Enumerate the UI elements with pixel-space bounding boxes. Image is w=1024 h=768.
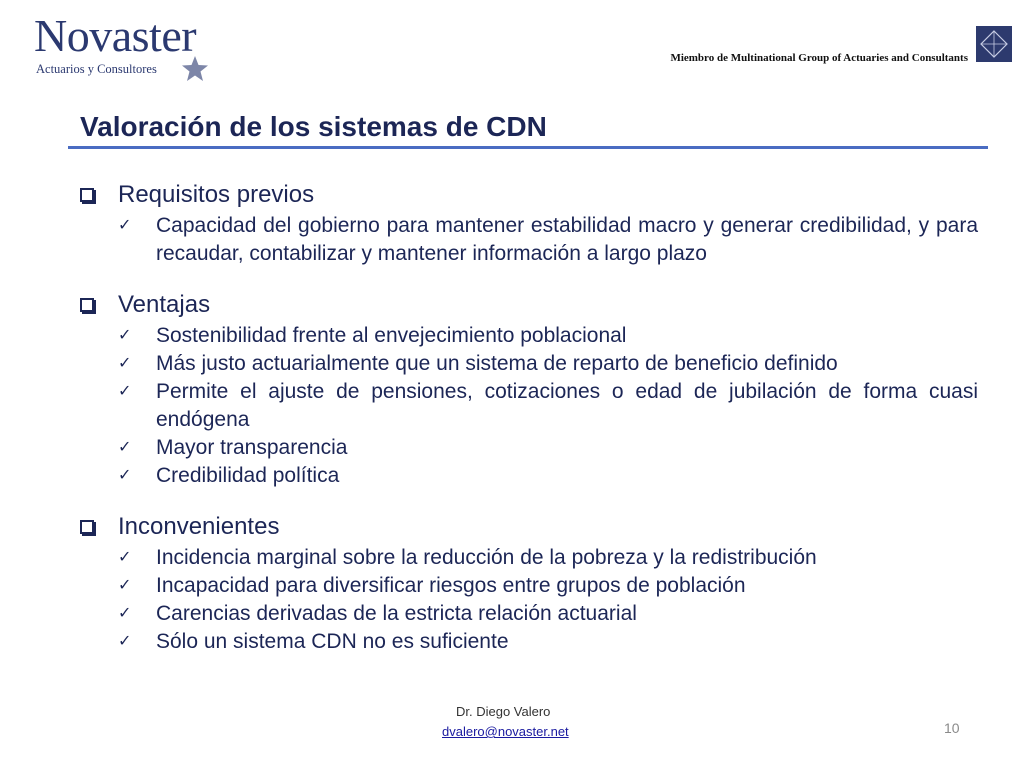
item-list <box>78 544 978 656</box>
section-title: Inconvenientes <box>118 513 280 540</box>
checkmark-icon: ✓ <box>118 355 132 372</box>
logo-wordmark: Novaster <box>34 10 197 61</box>
section-heading <box>78 288 978 322</box>
logo-tagline: Actuarios y Consultores <box>36 62 157 76</box>
checkmark-icon: ✓ <box>118 633 132 650</box>
title-underline <box>68 146 988 149</box>
star-icon <box>180 54 210 84</box>
list-item: ✓ Carencias derivadas de la estricta relación actuarial <box>78 600 978 628</box>
list-item: ✓ Más justo actuarialmente que un sistema de reparto de beneficio definido <box>78 350 978 378</box>
list-item: ✓ Mayor transparencia <box>78 434 978 462</box>
list-item: ✓ Incidencia marginal sobre la reducción de la pobreza y la redistribución <box>78 544 978 572</box>
checkmark-icon: ✓ <box>118 383 132 400</box>
mgac-badge-icon <box>976 26 1012 62</box>
section-heading <box>78 178 978 212</box>
list-item: ✓ Sostenibilidad frente al envejecimiento poblacional <box>78 322 978 350</box>
slide-title: Valoración de los sistemas de CDN <box>80 111 547 142</box>
section-ventajas <box>78 288 978 490</box>
checkmark-icon: ✓ <box>118 605 132 622</box>
footer-email-link[interactable]: dvalero@novaster.net <box>442 724 569 739</box>
list-item: ✓ Capacidad del gobierno para mantener estabilidad macro y generar credibilidad, y para recaudar, contabilizar y mantener información a largo plazo <box>118 214 978 265</box>
checkbox-square-icon <box>80 298 94 312</box>
slide-content <box>78 178 978 656</box>
member-text: Miembro de Multinational Group of Actuaries and Consultants <box>670 52 968 64</box>
page-number: 10 <box>944 720 960 736</box>
list-item: ✓ Incapacidad para diversificar riesgos entre grupos de población <box>78 572 978 600</box>
section-inconvenientes <box>78 510 978 656</box>
list-item: ✓ Sólo un sistema CDN no es suficiente <box>78 628 978 656</box>
novaster-logo <box>34 10 224 80</box>
checkmark-icon: ✓ <box>118 577 132 594</box>
checkmark-icon: ✓ <box>118 467 132 484</box>
list-item: ✓ Permite el ajuste de pensiones, cotizaciones o edad de jubilación de forma cuasi endógena <box>118 380 978 431</box>
checkmark-icon: ✓ <box>118 327 132 344</box>
section-requisitos <box>78 178 978 268</box>
checkbox-square-icon <box>80 188 94 202</box>
checkmark-icon: ✓ <box>118 439 132 456</box>
checkbox-square-icon <box>80 520 94 534</box>
list-item: ✓ Credibilidad política <box>78 462 978 490</box>
section-title: Ventajas <box>118 291 211 318</box>
checkmark-icon: ✓ <box>118 549 132 566</box>
item-list <box>78 322 978 490</box>
item-list <box>78 212 978 268</box>
checkmark-icon: ✓ <box>118 217 132 234</box>
section-heading <box>78 510 978 544</box>
footer-author: Dr. Diego Valero <box>456 704 551 719</box>
section-title: Requisitos previos <box>118 181 315 208</box>
